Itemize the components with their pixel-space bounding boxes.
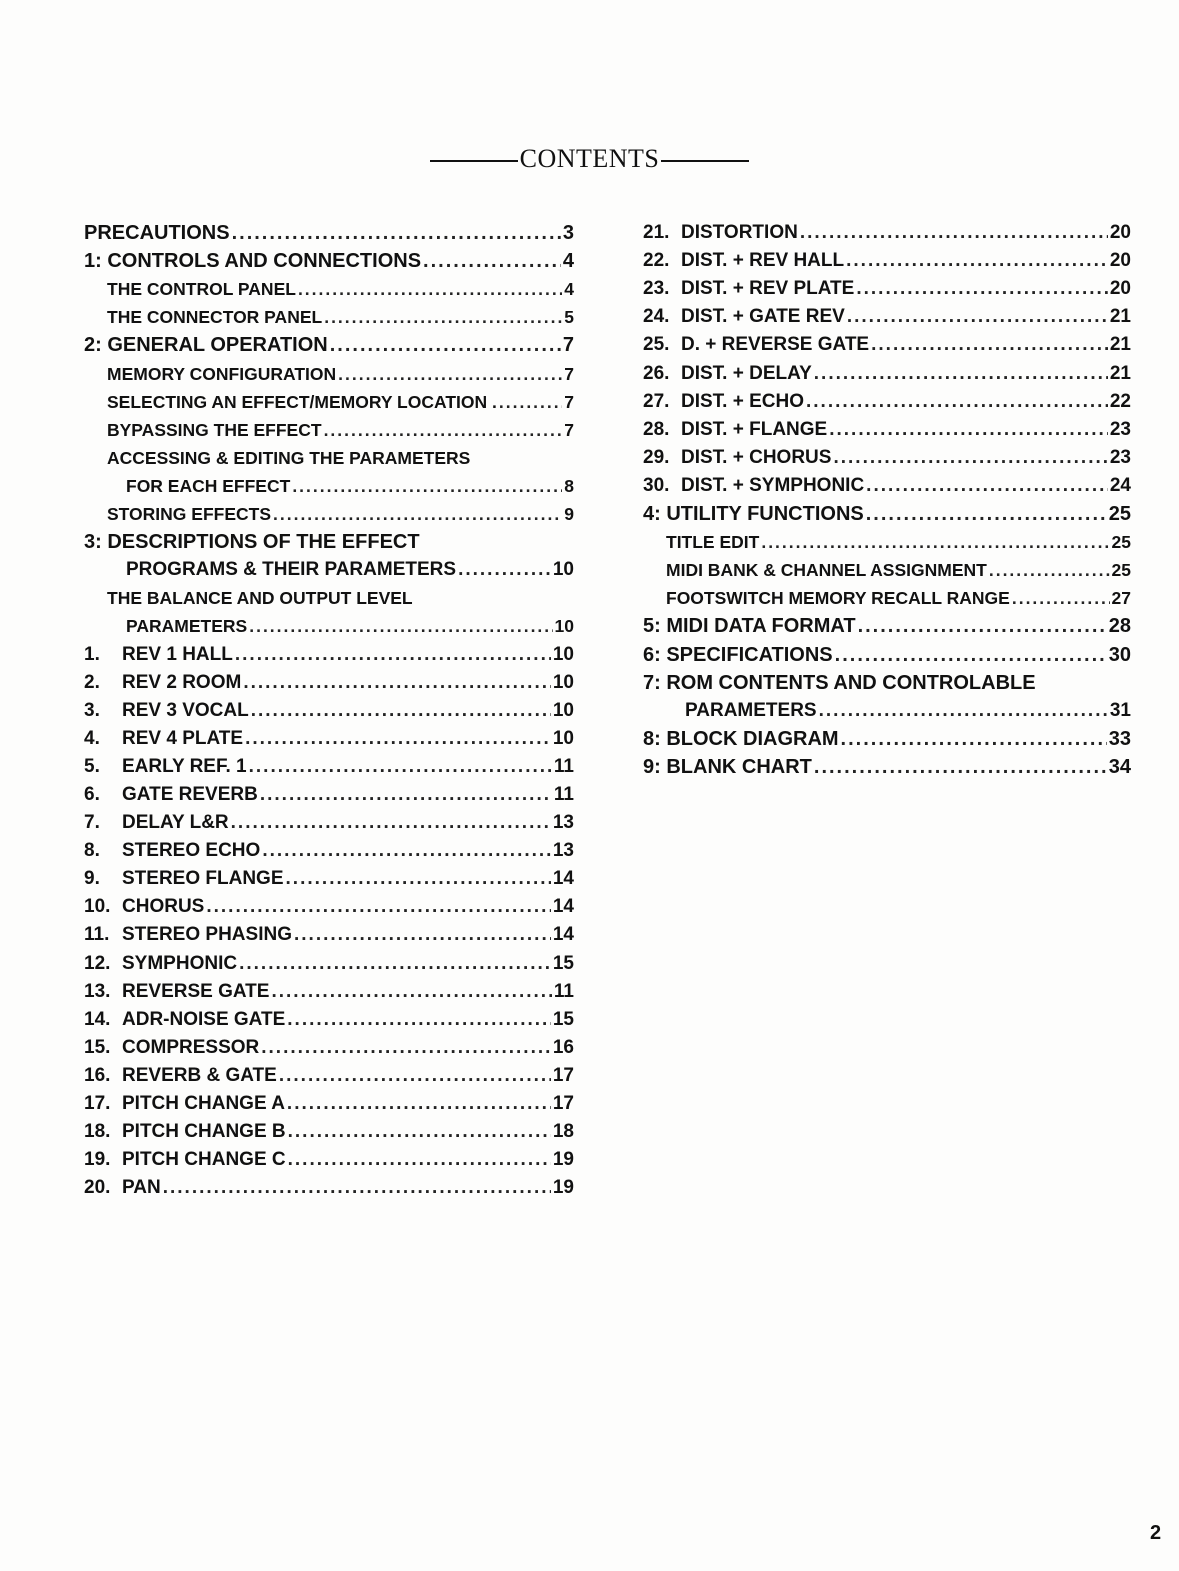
toc-entry-number: 28. (643, 418, 670, 440)
toc-entry-page: 7 (562, 334, 574, 357)
toc-entry-title: 7: ROM CONTENTS AND CONTROLABLE (643, 671, 1036, 694)
toc-dot-leader (262, 840, 551, 862)
toc-entry-number: 9. (84, 868, 100, 890)
toc-entry (84, 694, 574, 722)
toc-entry (84, 525, 574, 553)
toc-entry-page: 13 (552, 812, 574, 834)
toc-entry-number: 7. (84, 812, 100, 834)
toc-entry (84, 413, 574, 441)
toc-entry-title: STEREO ECHO (122, 840, 261, 862)
toc-entry-page: 23 (1109, 418, 1131, 440)
toc-dot-leader (292, 475, 562, 497)
toc-dot-leader (856, 278, 1108, 300)
toc-entry-number: 15. (84, 1036, 111, 1058)
toc-entry-title: FOOTSWITCH MEMORY RECALL RANGE (666, 588, 1010, 609)
toc-entry-page: 27 (1111, 588, 1131, 609)
toc-dot-leader (330, 334, 561, 356)
toc-entry-title: PROGRAMS & THEIR PARAMETERS (126, 559, 457, 581)
toc-entry (84, 385, 574, 413)
toc-entry-title: REV 3 VOCAL (122, 699, 249, 721)
toc-entry-title: TITLE EDIT (666, 532, 760, 553)
toc-entry-page: 9 (564, 504, 574, 525)
toc-entry (84, 946, 574, 974)
toc-entry-number: 1. (84, 643, 100, 665)
toc-entry-title: D. + REVERSE GATE (681, 334, 870, 356)
toc-entry-title: REV 1 HALL (122, 643, 233, 665)
toc-dot-leader (829, 419, 1108, 441)
toc-entry-title: STEREO FLANGE (122, 868, 284, 890)
toc-entry-page: 4 (564, 279, 574, 300)
toc-entry-title: 2: GENERAL OPERATION (84, 334, 328, 357)
toc-entry-page: 17 (552, 1064, 574, 1086)
toc-entry-page: 14 (552, 868, 574, 890)
toc-entry (84, 918, 574, 946)
toc-entry (84, 975, 574, 1003)
toc-entry-number: 5. (84, 755, 100, 777)
toc-entry-title: PARAMETERS (126, 616, 248, 637)
toc-entry-number: 12. (84, 952, 111, 974)
toc-entry-page: 28 (1108, 615, 1131, 638)
toc-entry (643, 216, 1131, 244)
toc-entry (84, 1087, 574, 1115)
toc-entry-title: REVERSE GATE (122, 980, 270, 1002)
toc-dot-leader (239, 953, 551, 975)
toc-dot-leader (279, 1065, 551, 1087)
toc-entry (643, 356, 1131, 384)
toc-dot-leader (814, 363, 1108, 385)
toc-entry (84, 862, 574, 890)
toc-entry-number: 11. (84, 924, 110, 946)
toc-entry-title: PRECAUTIONS (84, 222, 230, 245)
title-rule-left (430, 160, 518, 162)
toc-entry-page: 7 (564, 391, 574, 412)
toc-dot-leader (871, 334, 1108, 356)
toc-entry-page: 20 (1109, 250, 1131, 272)
toc-entry (84, 1003, 574, 1031)
toc-entry-page: 19 (552, 1177, 574, 1199)
toc-entry (643, 328, 1131, 356)
toc-dot-leader (163, 1177, 551, 1199)
toc-entry-page: 25 (1111, 560, 1131, 581)
toc-entry-number: 10. (84, 896, 111, 918)
toc-entry-number: 20. (84, 1177, 111, 1199)
toc-entry-page: 20 (1109, 278, 1131, 300)
toc-entry-page: 13 (552, 840, 574, 862)
toc-entry-title: PITCH CHANGE A (122, 1093, 285, 1114)
toc-entry-title: CHORUS (122, 896, 205, 918)
toc-entry-page: 5 (564, 307, 574, 328)
toc-dot-leader (287, 1009, 551, 1031)
toc-entry-title: REV 2 ROOM (122, 671, 242, 693)
toc-dot-leader (249, 615, 552, 637)
toc-entry-title: THE CONNECTOR PANEL (107, 307, 323, 328)
toc-entry-title: DIST. + CHORUS (681, 446, 832, 468)
toc-entry (84, 328, 574, 356)
toc-entry (84, 890, 574, 918)
toc-entry (643, 553, 1131, 581)
toc-dot-leader (286, 868, 551, 890)
toc-entry-page: 31 (1109, 699, 1131, 721)
toc-dot-leader (833, 447, 1107, 469)
toc-entry-title: DIST. + DELAY (681, 362, 812, 384)
toc-entry-title: DIST. + GATE REV (681, 306, 845, 328)
toc-entry-page: 33 (1108, 727, 1131, 750)
toc-entry-number: 13. (84, 980, 111, 1002)
toc-dot-leader (835, 644, 1107, 666)
toc-entry-title: 8: BLOCK DIAGRAM (643, 727, 839, 750)
toc-entry-page: 18 (552, 1121, 574, 1143)
toc-entry-number: 8. (84, 840, 100, 862)
toc-dot-leader (288, 1149, 551, 1171)
toc-entry-title: 6: SPECIFICATIONS (643, 643, 833, 666)
toc-entry-page: 11 (553, 980, 574, 1002)
toc-dot-leader (235, 644, 551, 666)
toc-entry-number: 22. (643, 250, 670, 272)
toc-dot-leader (846, 250, 1108, 272)
toc-entry (84, 581, 574, 609)
toc-entry-title: 1: CONTROLS AND CONNECTIONS (84, 250, 422, 273)
toc-entry-page: 11 (553, 783, 574, 805)
toc-entry-title: SYMPHONIC (122, 952, 238, 974)
toc-dot-leader (298, 278, 562, 300)
toc-entry-title: GATE REVERB (122, 783, 258, 805)
toc-dot-leader (847, 306, 1108, 328)
toc-entry-number: 29. (643, 446, 670, 468)
toc-entry-title: PITCH CHANGE C (122, 1149, 286, 1171)
toc-entry-number: 25. (643, 334, 670, 356)
toc-dot-leader (989, 559, 1110, 581)
toc-entry-number: 21. (643, 222, 670, 244)
toc-entry-title: 3: DESCRIPTIONS OF THE EFFECT (84, 531, 420, 554)
toc-entry-title: DIST. + REV HALL (681, 250, 845, 272)
toc-entry (643, 637, 1131, 665)
toc-entry (84, 300, 574, 328)
toc-entry (643, 694, 1131, 722)
toc-entry (84, 666, 574, 694)
toc-entry-number: 3. (84, 699, 100, 721)
toc-entry (84, 806, 574, 834)
toc-entry-number: 24. (643, 306, 670, 328)
toc-entry-page: 10 (554, 616, 574, 637)
toc-entry-title: DIST. + FLANGE (681, 418, 828, 440)
toc-entry-number: 14. (84, 1008, 111, 1030)
toc-entry-number: 2. (84, 671, 100, 693)
toc-dot-leader (206, 896, 551, 918)
toc-dot-leader (324, 419, 563, 441)
toc-entry (84, 441, 574, 469)
toc-entry-title: STEREO PHASING (122, 924, 292, 946)
toc-entry (84, 553, 574, 581)
title-text: CONTENTS (519, 144, 660, 173)
toc-entry (84, 1115, 574, 1143)
toc-dot-leader (251, 700, 551, 722)
page-number: 2 (1150, 1522, 1162, 1544)
toc-entry (643, 722, 1131, 750)
toc-dot-leader (866, 475, 1108, 497)
toc-entry (643, 469, 1131, 497)
toc-entry (643, 666, 1131, 694)
toc-entry-page: 14 (552, 924, 574, 946)
toc-entry-page: 16 (552, 1036, 574, 1058)
toc-entry-page: 14 (552, 896, 574, 918)
toc-dot-leader (858, 615, 1107, 637)
toc-entry-number: 16. (84, 1064, 111, 1086)
toc-entry-number: 27. (643, 390, 670, 412)
toc-dot-leader (800, 222, 1108, 244)
toc-dot-leader (260, 784, 552, 806)
toc-entry (84, 778, 574, 806)
toc-dot-leader (841, 728, 1107, 750)
toc-entry-page: 10 (552, 727, 574, 749)
toc-entry-page: 15 (552, 952, 574, 974)
toc-entry-title: REV 4 PLATE (122, 727, 244, 749)
toc-entry-title: MEMORY CONFIGURATION (107, 363, 337, 384)
toc-entry-title: SELECTING AN EFFECT/MEMORY LOCATION . (107, 391, 497, 412)
toc-dot-leader (288, 1121, 551, 1143)
toc-entry-page: 25 (1111, 532, 1131, 553)
toc-entry-title: COMPRESSOR (122, 1036, 260, 1058)
toc-dot-leader (806, 391, 1108, 413)
toc-entry (84, 609, 574, 637)
toc-entry-page: 15 (552, 1008, 574, 1030)
toc-entry-title: MIDI BANK & CHANNEL ASSIGNMENT (666, 560, 987, 581)
toc-entry (643, 750, 1131, 778)
toc-dot-leader (245, 728, 551, 750)
toc-dot-leader (231, 812, 551, 834)
toc-entry-page: 7 (564, 363, 574, 384)
toc-entry-number: 26. (643, 362, 670, 384)
toc-dot-leader (1012, 587, 1110, 609)
toc-entry (643, 525, 1131, 553)
toc-entry-page: 30 (1108, 643, 1131, 666)
toc-entry-page: 17 (552, 1093, 574, 1114)
toc-dot-leader (261, 1037, 551, 1059)
toc-dot-leader (338, 363, 562, 385)
toc-right-column (643, 216, 1131, 778)
toc-entry-title: PARAMETERS (685, 699, 817, 721)
toc-entry-page: 10 (552, 559, 574, 581)
toc-entry-title: 5: MIDI DATA FORMAT (643, 615, 856, 638)
toc-entry (84, 722, 574, 750)
toc-dot-leader (287, 1093, 551, 1115)
toc-dot-leader (866, 503, 1107, 525)
toc-entry-title: DIST. + SYMPHONIC (681, 474, 865, 496)
title-rule-right (661, 160, 749, 162)
toc-entry-title: EARLY REF. 1 (122, 755, 247, 777)
toc-entry-number: 18. (84, 1121, 111, 1143)
toc-entry-number: 4. (84, 727, 100, 749)
contents-title (0, 144, 1179, 174)
toc-entry (84, 1171, 574, 1199)
toc-entry (84, 272, 574, 300)
toc-entry-page: 3 (562, 222, 574, 245)
toc-entry-page: 22 (1109, 390, 1131, 412)
toc-entry (643, 609, 1131, 637)
toc-entry-number: 30. (643, 474, 670, 496)
toc-entry (84, 216, 574, 244)
toc-entry-title: 9: BLANK CHART (643, 755, 812, 778)
toc-entry (643, 497, 1131, 525)
toc-entry-title: FOR EACH EFFECT (126, 475, 291, 496)
toc-entry-title: ACCESSING & EDITING THE PARAMETERS (107, 447, 471, 468)
toc-entry-page: 10 (552, 699, 574, 721)
toc-entry-title: REVERB & GATE (122, 1064, 277, 1086)
toc-entry-title: DIST. + ECHO (681, 390, 804, 412)
toc-entry-page: 4 (562, 250, 574, 273)
toc-dot-leader (814, 756, 1107, 778)
toc-dot-leader (249, 756, 552, 778)
toc-entry (643, 272, 1131, 300)
toc-entry-page: 10 (552, 671, 574, 693)
toc-entry (84, 1059, 574, 1087)
toc-entry (84, 356, 574, 384)
toc-dot-leader (324, 306, 562, 328)
toc-entry-title: 4: UTILITY FUNCTIONS (643, 503, 864, 526)
toc-dot-leader (423, 250, 561, 272)
toc-entry-page: 8 (564, 475, 574, 496)
toc-entry (84, 834, 574, 862)
toc-entry-page: 24 (1109, 474, 1131, 496)
toc-dot-leader (294, 924, 551, 946)
toc-entry (643, 300, 1131, 328)
toc-entry (84, 637, 574, 665)
toc-entry (84, 244, 574, 272)
toc-entry-page: 11 (553, 755, 574, 777)
toc-entry (84, 1143, 574, 1171)
toc-entry-title: STORING EFFECTS (107, 504, 271, 525)
toc-entry (84, 469, 574, 497)
toc-entry-title: DIST. + REV PLATE (681, 278, 855, 300)
toc-entry-page: 10 (552, 643, 574, 665)
toc-entry (84, 497, 574, 525)
toc-entry-number: 6. (84, 783, 100, 805)
toc-entry-title: DELAY L&R (122, 812, 229, 834)
toc-entry-page: 21 (1109, 306, 1131, 328)
toc-entry-page: 25 (1108, 503, 1131, 526)
toc-dot-leader (243, 672, 551, 694)
toc-dot-leader (458, 559, 551, 581)
toc-entry (643, 581, 1131, 609)
toc-entry (84, 1031, 574, 1059)
toc-entry-page: 23 (1109, 446, 1131, 468)
toc-entry-number: 23. (643, 278, 670, 300)
toc-entry-page: 19 (552, 1149, 574, 1171)
toc-entry-title: PAN (122, 1177, 161, 1199)
toc-dot-leader (232, 222, 561, 244)
toc-entry (643, 244, 1131, 272)
toc-dot-leader (819, 700, 1108, 722)
toc-entry-page: 7 (564, 419, 574, 440)
toc-entry (84, 750, 574, 778)
toc-entry-page: 20 (1109, 222, 1131, 244)
toc-entry-number: 19. (84, 1149, 111, 1171)
toc-entry-page: 21 (1109, 362, 1131, 384)
toc-entry-title: THE BALANCE AND OUTPUT LEVEL (107, 588, 413, 609)
toc-entry (643, 385, 1131, 413)
toc-entry-title: PITCH CHANGE B (122, 1121, 286, 1143)
toc-dot-leader (271, 981, 551, 1003)
toc-entry-page: 21 (1109, 334, 1131, 356)
toc-entry-title: BYPASSING THE EFFECT (107, 419, 322, 440)
toc-entry-number: 17. (84, 1093, 111, 1114)
toc-dot-leader (273, 503, 562, 525)
toc-entry (643, 441, 1131, 469)
toc-entry-title: ADR-NOISE GATE (122, 1008, 286, 1030)
toc-dot-leader (499, 391, 562, 413)
toc-entry-title: DISTORTION (681, 222, 798, 244)
toc-entry-page: 34 (1108, 755, 1131, 778)
toc-entry-title: THE CONTROL PANEL (107, 279, 296, 300)
toc-left-column (84, 216, 574, 1199)
toc-dot-leader (761, 531, 1109, 553)
toc-entry (643, 413, 1131, 441)
